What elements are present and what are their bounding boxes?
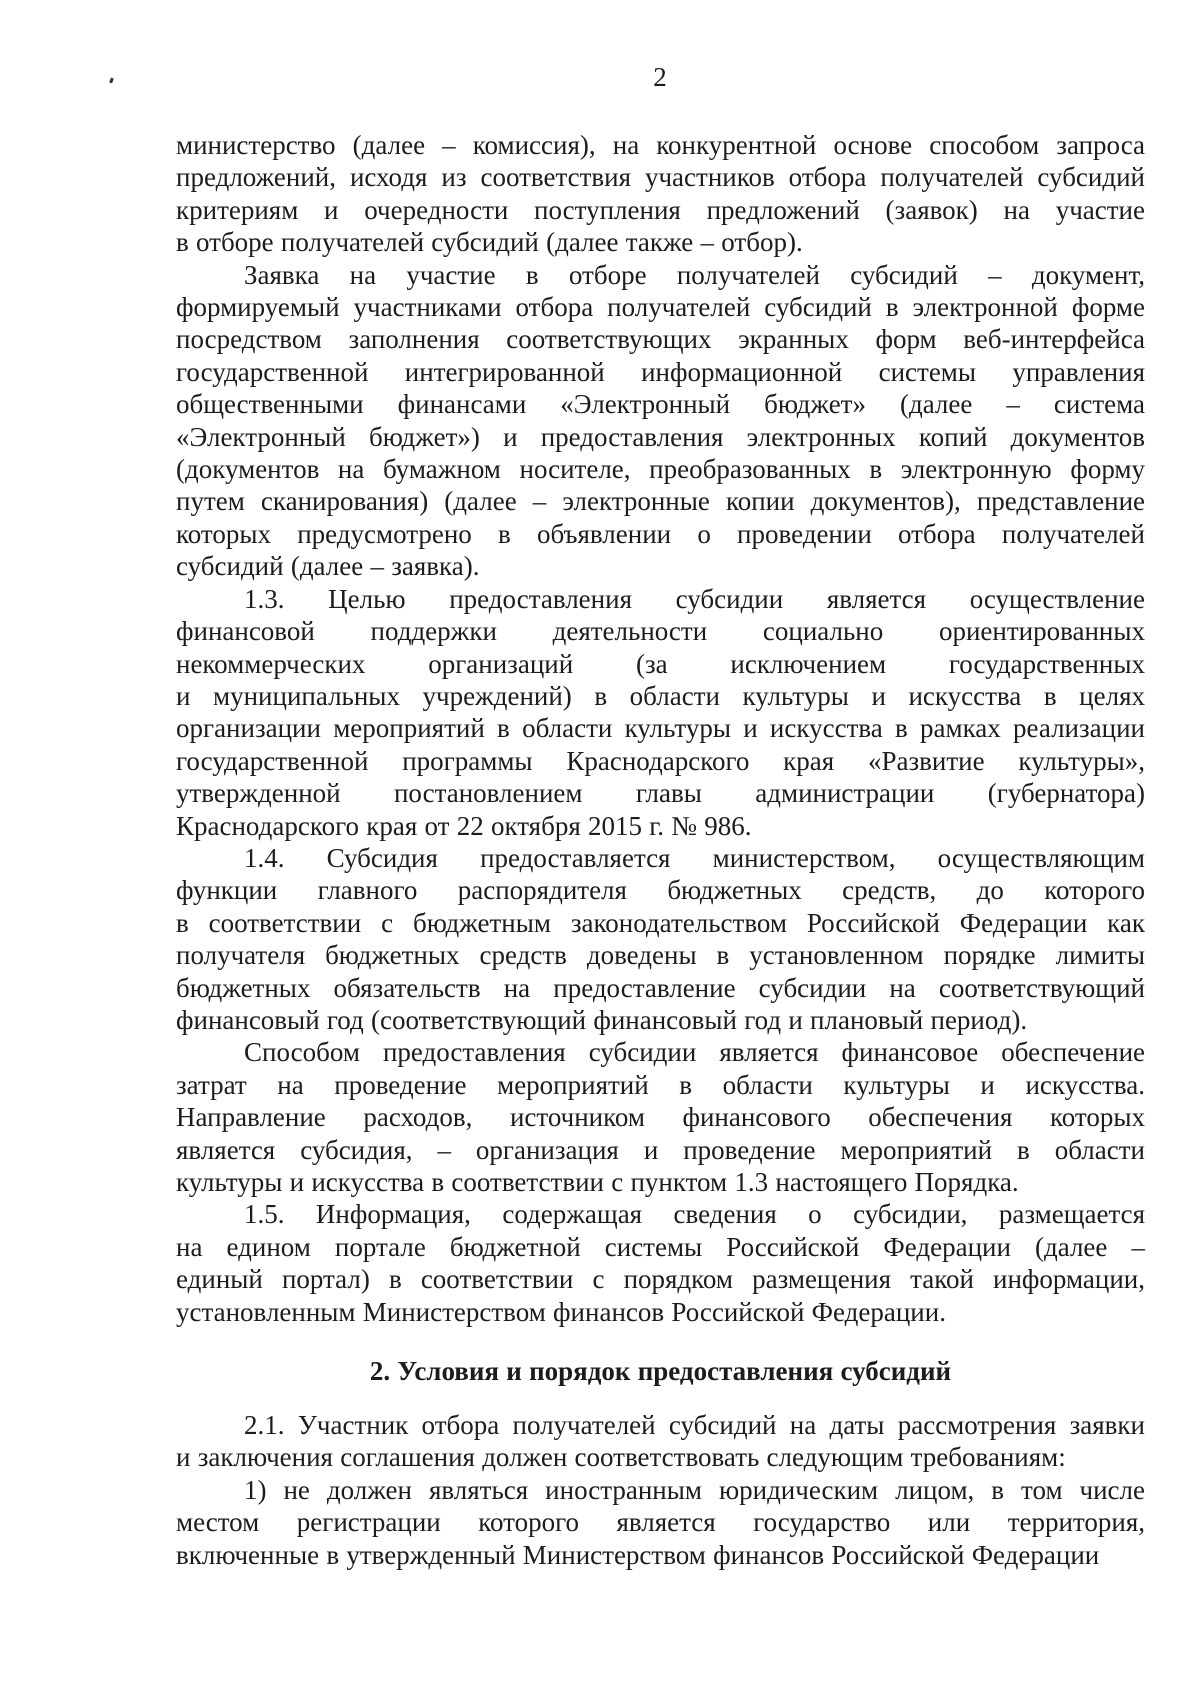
- paragraph-line: государственной программы Краснодарского края «Развитие культуры»,: [176, 745, 1145, 776]
- paragraph-line: получателя бюджетных средств доведены в установленном порядке лимиты: [176, 940, 1145, 971]
- paragraph-line: 1) не должен являться иностранным юридическим лицом, в том числе: [244, 1474, 1145, 1505]
- paragraph-line: министерство (далее – комиссия), на конкурентной основе способом запроса: [176, 130, 1145, 160]
- paragraph-line: функции главного распорядителя бюджетных средств, до которого: [176, 875, 1145, 906]
- paragraph-line: государственной интегрированной информационной системы управления: [176, 356, 1145, 387]
- paragraph-line: формируемый участниками отбора получателей субсидий в электронной форме: [176, 292, 1145, 323]
- paragraph-line: 1.4. Субсидия предоставляется министерством, осуществляющим: [244, 842, 1145, 873]
- paragraphs-before-heading: [176, 129, 1145, 1328]
- paragraph-line: установленным Министерством финансов Российской Федерации.: [176, 1296, 946, 1327]
- paragraph-line: субсидий (далее – заявка).: [176, 551, 480, 582]
- paragraph-line: Направление расходов, источником финансового обеспечения которых: [176, 1102, 1145, 1133]
- paragraph-line: и муниципальных учреждений) в области культуры и искусства в целях: [176, 680, 1145, 711]
- paragraph-line: единый портал) в соответствии с порядком размещения такой информации,: [176, 1264, 1145, 1295]
- paragraph-line: культуры и искусства в соответствии с пунктом 1.3 настоящего Порядка.: [176, 1167, 1019, 1197]
- paragraph-line: (документов на бумажном носителе, преобразованных в электронную форму: [176, 454, 1145, 485]
- paragraph-line: в соответствии с бюджетным законодательством Российской Федерации как: [176, 907, 1145, 938]
- paragraph-line: финансовый год (соответствующий финансовый год и плановый период).: [176, 1004, 1028, 1035]
- paragraph-line: местом регистрации которого является государство или территория,: [176, 1507, 1145, 1538]
- paragraph-line: путем сканирования) (далее – электронные копии документов), представление: [176, 486, 1145, 517]
- paragraph-line: 1.3. Целью предоставления субсидии является осуществление: [244, 583, 1145, 614]
- paragraph-line: включенные в утвержденный Министерством финансов Российской Федерации: [176, 1539, 1100, 1570]
- paragraph-line: затрат на проведение мероприятий в области культуры и искусства.: [176, 1069, 1145, 1100]
- paragraph-line: посредством заполнения соответствующих экранных форм веб-интерфейса: [176, 324, 1145, 355]
- paragraph-line: финансовой поддержки деятельности социально ориентированных: [176, 616, 1145, 647]
- paragraph-line: утвержденной постановлением главы администрации (губернатора): [176, 778, 1145, 809]
- paragraph-line: «Электронный бюджет») и предоставления электронных копий документов: [176, 421, 1145, 452]
- paragraph-line: которых предусмотрено в объявлении о проведении отбора получателей: [176, 518, 1145, 549]
- paragraph-line: 1.5. Информация, содержащая сведения о субсидии, размещается: [244, 1199, 1145, 1230]
- paragraph-line: предложений, исходя из соответствия участников отбора получателей субсидий: [176, 162, 1145, 193]
- paragraph-line: в отборе получателей субсидий (далее также – отбор).: [176, 227, 803, 258]
- paragraph-line: на едином портале бюджетной системы Российской Федерации (далее –: [176, 1231, 1145, 1262]
- paragraph-line: является субсидия, – организация и проведение мероприятий в области: [176, 1134, 1145, 1165]
- paragraph-line: некоммерческих организаций (за исключением государственных: [176, 648, 1145, 679]
- paragraph-line: организации мероприятий в области культуры и искусства в рамках реализации: [176, 713, 1145, 744]
- paragraph-line: критериям и очередности поступления предложений (заявок) на участие: [176, 194, 1145, 225]
- paragraph-line: Краснодарского края от 22 октября 2015 г. № 986.: [176, 810, 752, 841]
- page-number: 2: [653, 62, 667, 92]
- paragraphs-after-heading: [176, 1409, 1145, 1571]
- paragraph-line: бюджетных обязательств на предоставление субсидии на соответствующий: [176, 972, 1145, 1003]
- paragraph-line: общественными финансами «Электронный бюджет» (далее – система: [176, 389, 1145, 420]
- paragraph-line: 2.1. Участник отбора получателей субсидий на даты рассмотрения заявки: [244, 1410, 1145, 1441]
- paragraph-line: Заявка на участие в отборе получателей субсидий – документ,: [244, 259, 1145, 290]
- paragraph-line: Способом предоставления субсидии является финансовое обеспечение: [244, 1037, 1145, 1068]
- document-body: [176, 129, 1145, 1571]
- paragraph-line: и заключения соглашения должен соответствовать следующим требованиям:: [176, 1442, 1066, 1473]
- section-heading: 2. Условия и порядок предоставления субсидий: [369, 1356, 952, 1387]
